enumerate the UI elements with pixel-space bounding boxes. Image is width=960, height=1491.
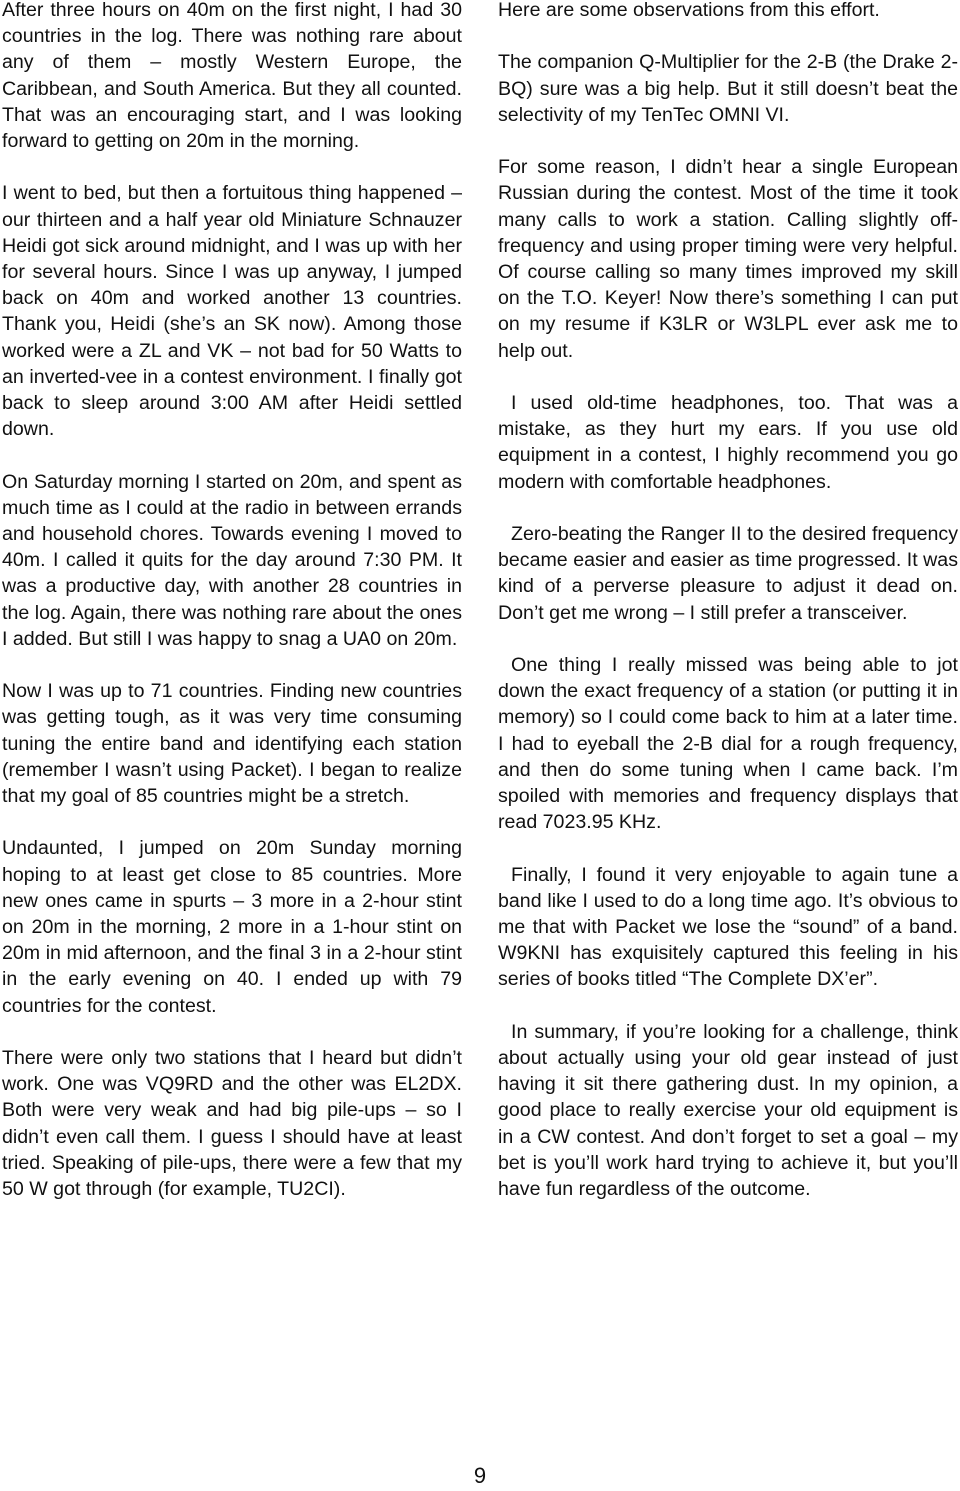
paragraph-first-night: After three hours on 40m on the first night, I had 30 countries in the log. There was nothing rare about any of them – mostly Western Europe, the Caribbean, and South America. But they all counted. That was an encouraging start, and I was looking forward to getting on 20m in the morning. (2, 0, 462, 153)
paragraph-sunday: Undaunted, I jumped on 20m Sunday morning hoping to at least get close to 85 countries. More new ones came in spurts – 3 more in a 2-hour stint on 20m in the morning, 2 more in a 1-hour stint on 20m in mid afternoon, and the final 3 in a 2-hour stint in the early evening on 40. I ended up with 79 countries for the contest. (2, 837, 462, 1017)
paragraph-observations-intro: Here are some observations from this effort. (498, 0, 880, 21)
paragraph-european-russian: For some reason, I didn’t hear a single European Russian during the contest. Most of the time it took many calls to work a station. Calling slightly off-frequency and using proper timing were very helpful. Of course calling so many times improved my skill on the T.O. Keyer! Now there’s something I can put on my resume if K3LR or W3LPL ever ask me to help out. (498, 156, 958, 362)
paragraph-summary: In summary, if you’re looking for a challenge, think about actually using your old gear instead of just having it sit there gathering dust. In my opinion, a good place to really exercise your old equipment is in a CW contest. And don’t forget to set a goal – my bet is you’ll work hard trying to achieve it, but you’ll have fun regardless of the outcome. (498, 1020, 958, 1201)
paragraph-headphones: I used old-time headphones, too. That was a mistake, as they hurt my ears. If you use old equipment in a contest, I highly recommend you go modern with comfortable headphones. (498, 392, 958, 493)
paragraph-saturday: On Saturday morning I started on 20m, and spent as much time as I could at the radio in between errands and household chores. Towards evening I moved to 40m. I called it quits for the day around 7:30 PM. It was a productive day, with another 28 countries in the log. Again, there was nothing rare about the ones I added. But still I was happy to snag a UA0 on 20m. (2, 470, 462, 650)
left-column (2, 0, 462, 1228)
right-column (498, 0, 958, 1228)
paragraph-frequency-memory: One thing I really missed was being able to jot down the exact frequency of a station (or putting it in memory) so I could come back to him at a later time. I had to eyeball the 2-B dial for a rough frequency, and then do some tuning when I came back. I’m spoiled with memories and frequency displays that read 7023.95 KHz. (498, 654, 958, 834)
paragraph-band-sound: Finally, I found it very enjoyable to again tune a band like I used to do a long time ago. It’s obvious to me that with Packet we lose the “sound” of a band. W9KNI has exquisitely captured this feeling in his series of books titled “The Complete DX’er”. (498, 863, 958, 991)
paragraph-zero-beating: Zero-beating the Ranger II to the desired frequency became easier and easier as time progressed. It was kind of a perverse pleasure to adjust it dead on. Don’t get me wrong – I still prefer a transceiver. (498, 523, 958, 624)
paragraph-heidi: I went to bed, but then a fortuitous thing happened – our thirteen and a half year old Miniature Schnauzer Heidi got sick around midnight, and I was up with her for several hours. Since I was up anyway, I jumped back on 40m and worked another 13 countries. Thank you, Heidi (she’s an SK now). Among those worked were a ZL and VK – not bad for 50 Watts to an inverted-vee in a contest environment. I finally got back to sleep around 3:00 AM after Heidi settled down. (2, 182, 462, 441)
paragraph-q-multiplier: The companion Q-Multiplier for the 2-B (the Drake 2-BQ) sure was a big help. But it still doesn’t beat the selectivity of my TenTec OMNI VI. (498, 51, 958, 126)
paragraph-unworked-stations: There were only two stations that I heard but didn’t work. One was VQ9RD and the other was EL2DX. Both were very weak and had big pile-ups – so I didn’t even call them. I guess I should have at least tried. Speaking of pile-ups, there were a few that my 50 W got through (for example, TU2CI). (2, 1047, 462, 1201)
paragraph-71-countries: Now I was up to 71 countries. Finding new countries was getting tough, as it was very time consuming tuning the entire band and identifying each station (remember I wasn’t using Packet). I began to realize that my goal of 85 countries might be a stretch. (2, 680, 462, 808)
page-number: 9 (473, 1463, 487, 1488)
